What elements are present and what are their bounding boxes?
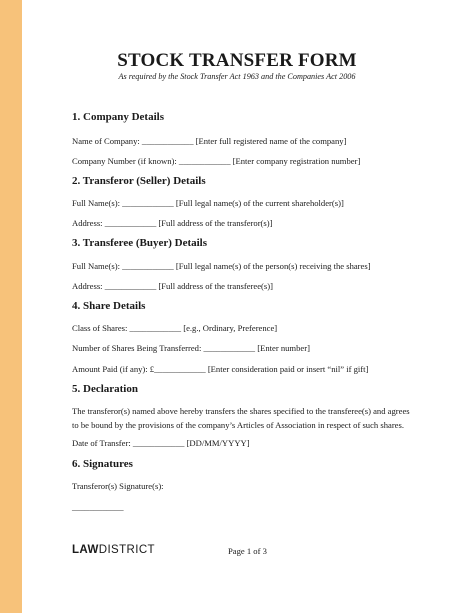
section-heading-transferor: 2. Transferor (Seller) Details: [72, 175, 206, 187]
field-amount-paid: Amount Paid (if any): £____________ [Enter consideration paid or insert “nil” if gift]: [72, 364, 369, 374]
field-transferee-names: Full Name(s): ____________ [Full legal name(s) of the person(s) receiving the shares]: [72, 261, 371, 271]
logo-part-district: DISTRICT: [98, 544, 155, 556]
field-date-of-transfer: Date of Transfer: ____________ [DD/MM/YYYY]: [72, 438, 250, 448]
document-page: [72, 0, 410, 613]
document-subtitle: As required by the Stock Transfer Act 1963 and the Companies Act 2006: [118, 72, 356, 81]
section-heading-company: 1. Company Details: [72, 111, 164, 123]
page-number: Page 1 of 3: [228, 546, 267, 556]
lawdistrict-logo: [72, 544, 155, 556]
field-class-of-shares: Class of Shares: ____________ [e.g., Ordinary, Preference]: [72, 323, 278, 333]
declaration-text: The transferor(s) named above hereby transfers the shares specified to the transferee(s) and agrees to be bound by the provisions of the company’s Articles of Association in respect of such shares.: [72, 406, 410, 430]
section-heading-declaration: 5. Declaration: [72, 383, 138, 395]
field-company-name: Name of Company: ____________ [Enter full registered name of the company]: [72, 136, 347, 146]
section-heading-transferee: 3. Transferee (Buyer) Details: [72, 237, 208, 249]
field-number-of-shares: Number of Shares Being Transferred: ____________ [Enter number]: [72, 343, 310, 353]
field-transferee-address: Address: ____________ [Full address of the transferee(s)]: [72, 281, 273, 291]
document-title: STOCK TRANSFER FORM: [117, 50, 357, 71]
signature-line: ____________: [72, 502, 124, 512]
section-heading-shares: 4. Share Details: [72, 300, 146, 312]
field-transferor-names: Full Name(s): ____________ [Full legal name(s) of the current shareholder(s)]: [72, 198, 344, 208]
side-stripe: [0, 0, 22, 613]
field-company-number: Company Number (if known): ____________ [Enter company registration number]: [72, 156, 361, 166]
section-heading-signatures: 6. Signatures: [72, 458, 133, 470]
logo-part-law: LAW: [72, 544, 99, 556]
field-transferor-signature: Transferor(s) Signature(s):: [72, 481, 164, 491]
field-transferor-address: Address: ____________ [Full address of the transferor(s)]: [72, 218, 273, 228]
